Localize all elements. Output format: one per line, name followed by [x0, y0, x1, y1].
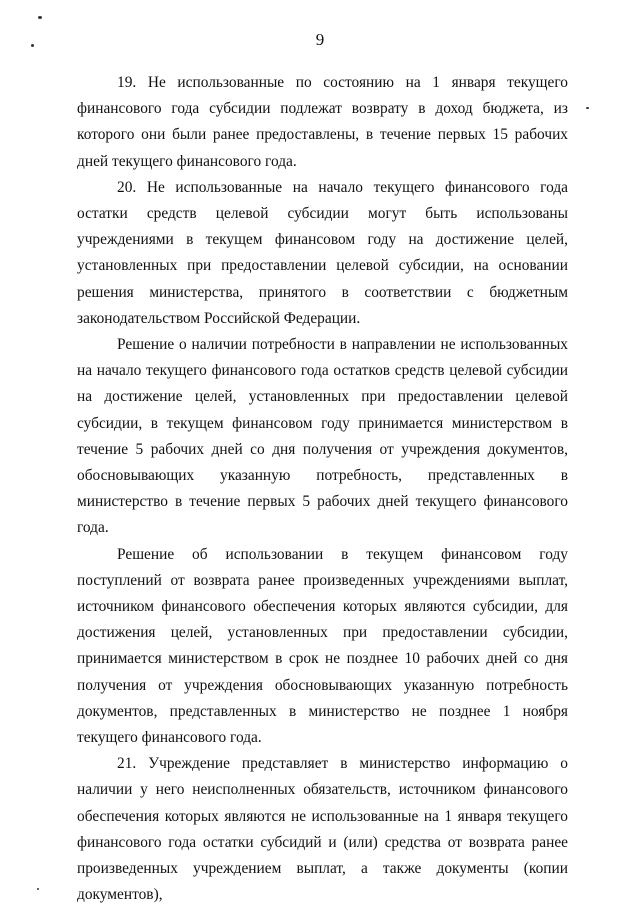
scan-speck — [37, 888, 39, 890]
scan-speck — [586, 107, 589, 109]
paragraph-21: 21. Учреждение представляет в министерство информацию о наличии у него неисполненных обязательств, источником финансового обеспечения которых являются не использованные на 1 января текущего финансового года остатки субсидий и (или) средства от возврата ранее произведенных учреждением выплат, а также документы (копии документов), — [77, 755, 568, 904]
paragraph-20: 20. Не использованные на начало текущего финансового года остатки средств целевой субсидии могут быть использованы учреждениями в текущем финансовом году на достижение целей, установленных при предоставлении целевой субсидии, на основании решения министерства, принятого в соответствии с бюджетным законодательством Российской Федерации. — [77, 178, 568, 327]
paragraph-19: 19. Не использованные по состоянию на 1 января текущего финансового года субсидии подлежат возврату в доход бюджета, из которого они были ранее предоставлены, в течение первых 15 рабочих дней текущего финансового года. — [77, 74, 568, 170]
document-body — [77, 70, 568, 909]
paragraph-20-decision-targets: Решение о наличии потребности в направлении не использованных на начало текущего финансового года остатков средств целевой субсидии на достижение целей, установленных при предоставлении целевой субсидии, в текущем финансовом году принимается министерством в течение 5 рабочих дней со дня получения от учреждения документов, обосновывающих указанную потребность, представленных в министерство в течение первых 5 рабочих дней текущего финансового года. — [77, 336, 568, 537]
scan-speck — [31, 44, 34, 47]
scan-speck — [38, 16, 42, 19]
page-number: 9 — [315, 30, 325, 49]
paragraph-20-decision-returns: Решение об использовании в текущем финансовом году поступлений от возврата ранее произведенных учреждениями выплат, источником финансового обеспечения которых являются субсидии, для достижения целей, установленных при предоставлении субсидии, принимается министерством в срок не позднее 10 рабочих дней со дня получения от учреждения обосновывающих указанную потребность документов, представленных в министерство не позднее 1 ноября текущего финансового года. — [77, 545, 568, 747]
